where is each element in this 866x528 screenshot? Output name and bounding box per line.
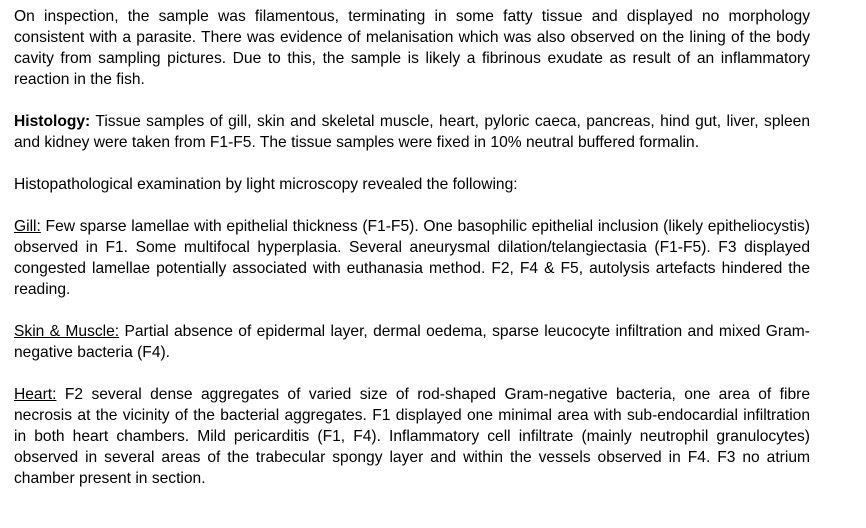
gill-heading: Gill: bbox=[14, 218, 41, 235]
heart-paragraph bbox=[14, 384, 810, 489]
gill-paragraph bbox=[14, 216, 810, 300]
intro-paragraph: On inspection, the sample was filamentous, terminating in some fatty tissue and displayed no morphology consistent with a parasite. There was evidence of melanisation which was also observed on the lining of the body cavity from sampling pictures. Due to this, the sample is likely a fibrinous exudate as result of an inflammatory reaction in the fish. bbox=[14, 8, 810, 88]
skin-muscle-paragraph bbox=[14, 321, 810, 363]
histology-paragraph bbox=[14, 111, 810, 153]
histology-text: Tissue samples of gill, skin and skeletal muscle, heart, pyloric caeca, pancreas, hind gut, liver, spleen and kidney were taken from F1-F5. The tissue samples were fixed in 10% neutral buffered formalin. bbox=[14, 113, 810, 151]
histology-heading: Histology: bbox=[14, 113, 91, 130]
skin-muscle-heading: Skin & Muscle: bbox=[14, 323, 120, 340]
gill-text: Few sparse lamellae with epithelial thickness (F1-F5). One basophilic epithelial inclusion (likely epitheliocystis) observed in F1. Some multifocal hyperplasia. Several aneurysmal dilation/telangiectasia (F1-F5). F3 displayed congested lamellae potentially associated with euthanasia method. F2, F4 & F5, autolysis artefacts hindered the reading. bbox=[14, 218, 810, 298]
heart-heading: Heart: bbox=[14, 386, 57, 403]
document-page bbox=[14, 6, 810, 489]
skin-muscle-text: Partial absence of epidermal layer, dermal oedema, sparse leucocyte infiltration and mixed Gram-negative bacteria (F4). bbox=[14, 323, 810, 361]
examination-intro: Histopathological examination by light microscopy revealed the following: bbox=[14, 176, 518, 193]
heart-text: F2 several dense aggregates of varied size of rod-shaped Gram-negative bacteria, one area of fibre necrosis at the vicinity of the bacterial aggregates. F1 displayed one minimal area with sub-endocardial infiltration in both heart chambers. Mild pericarditis (F1, F4). Inflammatory cell infiltrate (mainly neutrophil granulocytes) observed in several areas of the trabecular spongy layer and within the vessels observed in F4. F3 no atrium chamber present in section. bbox=[14, 386, 810, 487]
